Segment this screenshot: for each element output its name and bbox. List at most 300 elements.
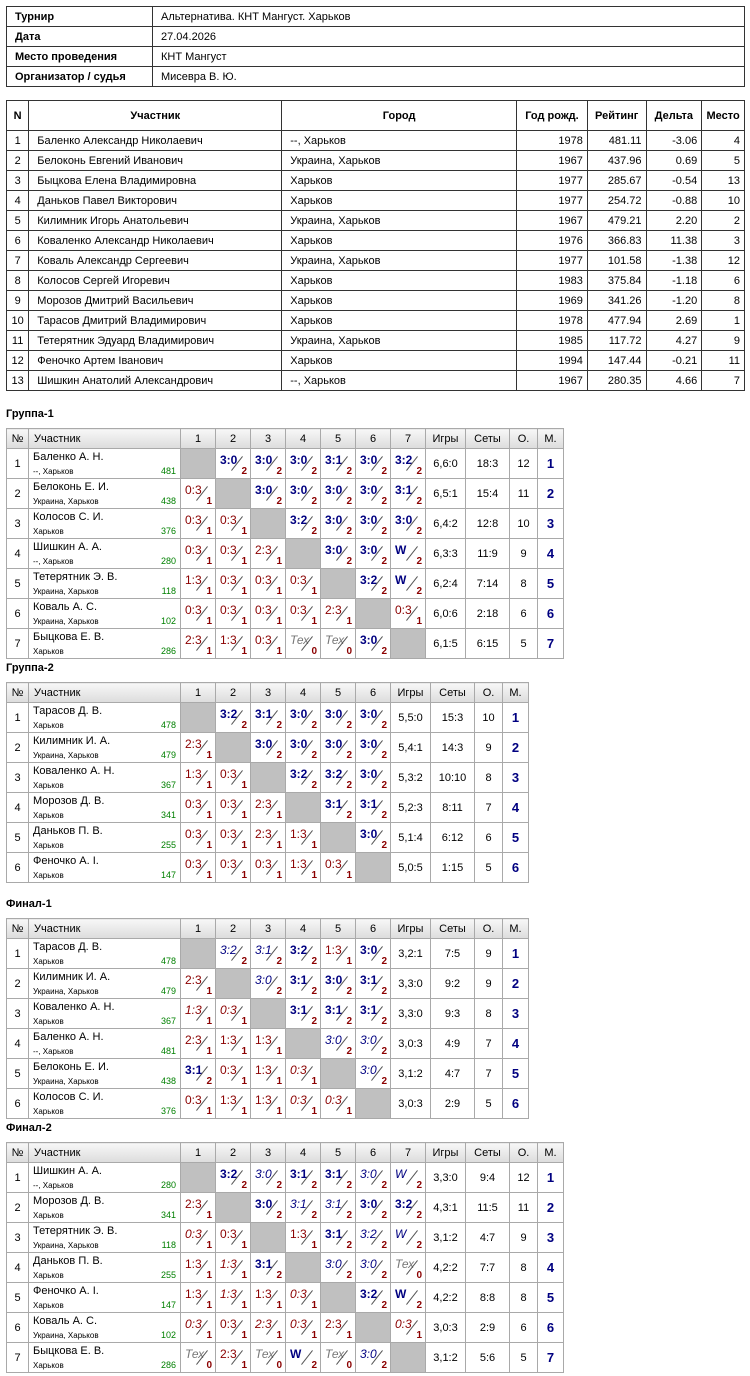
match-result-cell: [216, 1283, 251, 1313]
games-cell: 6,4:2: [426, 509, 466, 539]
match-score: 0:3: [185, 1093, 202, 1107]
games-cell: 6,6:0: [426, 449, 466, 479]
group-header-row: [7, 919, 529, 939]
match-points: 2: [311, 780, 317, 791]
match-result-cell: [321, 479, 356, 509]
match-result-cell: [391, 1253, 426, 1283]
player-cell: [29, 1343, 181, 1373]
match-result-cell: [356, 763, 391, 793]
player-rating: 438: [160, 496, 176, 506]
match-points: 1: [241, 586, 247, 597]
match-score: 3:1: [290, 1003, 308, 1017]
player-name: Феночко А. І.: [33, 855, 99, 867]
group-header-opponent: 1: [181, 919, 216, 939]
match-points: 2: [346, 496, 352, 507]
match-score: 2:3: [325, 603, 342, 617]
player-name: Феночко А. І.: [33, 1285, 99, 1297]
match-score: 0:3: [185, 603, 202, 617]
match-score: Тех: [325, 1347, 345, 1361]
match-score: 3:0: [360, 707, 378, 721]
match-score: 1:3: [220, 1257, 237, 1271]
match-points: 2: [241, 466, 247, 477]
match-score: 3:0: [325, 1257, 342, 1271]
points-cell: 9: [510, 539, 538, 569]
match-result-cell: [321, 999, 356, 1029]
match-score: 3:0: [360, 483, 378, 497]
match-points: 1: [346, 1330, 352, 1341]
match-result-cell: [251, 629, 286, 659]
games-cell: 5,2:3: [391, 793, 431, 823]
match-points: 2: [276, 1270, 282, 1281]
info-value: Мисевра В. Ю.: [153, 67, 745, 87]
group-row: [7, 969, 529, 999]
sets-cell: 4:7: [466, 1223, 510, 1253]
sets-cell: 9:3: [431, 999, 475, 1029]
match-points: 1: [276, 810, 282, 821]
group-title: Финал-1: [6, 898, 52, 910]
match-result-cell: [251, 1163, 286, 1193]
games-cell: 6,3:3: [426, 539, 466, 569]
sets-cell: 1:15: [431, 853, 475, 883]
points-cell: 9: [510, 1223, 538, 1253]
match-result-cell: [251, 539, 286, 569]
participant-cell: 2: [7, 151, 29, 171]
player-rating: 478: [160, 956, 176, 966]
match-score: 0:3: [290, 573, 307, 587]
points-cell: 9: [475, 969, 503, 999]
match-result-cell: [321, 599, 356, 629]
sets-cell: 7:14: [466, 569, 510, 599]
participant-cell: Коваленко Александр Николаевич: [29, 231, 282, 251]
match-score: 0:3: [395, 603, 412, 617]
match-result-cell: [181, 1059, 216, 1089]
match-score: 1:3: [290, 857, 307, 871]
match-points: 1: [276, 1076, 282, 1087]
group-title: Группа-1: [6, 408, 54, 420]
player-cell: [29, 1163, 181, 1193]
player-rating: 280: [160, 1180, 176, 1190]
player-cell: [29, 479, 181, 509]
match-result-cell: [216, 539, 251, 569]
match-score: 3:0: [255, 1167, 272, 1181]
match-points: 1: [416, 1330, 422, 1341]
row-number: 3: [7, 1223, 29, 1253]
match-result-cell: [356, 1059, 391, 1089]
match-result-cell: [216, 1089, 251, 1119]
self-cell: [216, 969, 251, 999]
match-result-cell: [356, 1029, 391, 1059]
match-result-cell: [391, 1313, 426, 1343]
match-points: 1: [206, 1300, 212, 1311]
group-header-opponent: 3: [251, 919, 286, 939]
match-points: 2: [346, 526, 352, 537]
player-city: Харьков: [33, 721, 64, 730]
match-result-cell: [286, 733, 321, 763]
match-result-cell: [321, 793, 356, 823]
player-cell: [29, 1313, 181, 1343]
match-result-cell: [216, 823, 251, 853]
match-result-cell: [286, 599, 321, 629]
participant-cell: 4: [702, 131, 745, 151]
player-cell: [29, 823, 181, 853]
info-key: Организатор / судья: [7, 67, 153, 87]
sets-cell: 7:5: [431, 939, 475, 969]
match-result-cell: [321, 939, 356, 969]
match-result-cell: [251, 1343, 286, 1373]
player-city: --, Харьков: [33, 1181, 74, 1190]
player-name: Тетерятник Э. В.: [33, 571, 118, 583]
player-cell: [29, 1089, 181, 1119]
row-number: 6: [7, 1313, 29, 1343]
player-city: Харьков: [33, 647, 64, 656]
match-points: 1: [206, 1210, 212, 1221]
match-score: 0:3: [325, 1093, 342, 1107]
games-cell: 5,0:5: [391, 853, 431, 883]
player-rating: 481: [160, 1046, 176, 1056]
match-result-cell: [356, 1343, 391, 1373]
match-result-cell: [216, 509, 251, 539]
match-result-cell: [181, 599, 216, 629]
match-score: 3:0: [255, 1197, 273, 1211]
sets-cell: 9:2: [431, 969, 475, 999]
group-header-place: М.: [503, 919, 529, 939]
row-number: 6: [7, 853, 29, 883]
match-score: 3:0: [360, 1347, 377, 1361]
participant-cell: 1994: [517, 351, 588, 371]
match-result-cell: [391, 1223, 426, 1253]
games-cell: 6,5:1: [426, 479, 466, 509]
sets-cell: 7:7: [466, 1253, 510, 1283]
match-result-cell: [286, 999, 321, 1029]
match-result-cell: [216, 1059, 251, 1089]
group-header-opponent: 5: [321, 919, 356, 939]
participant-cell: 2.20: [646, 211, 702, 231]
self-cell: [286, 539, 321, 569]
match-score: 0:3: [185, 513, 202, 527]
self-cell: [321, 823, 356, 853]
player-city: --, Харьков: [33, 557, 74, 566]
info-value: 27.04.2026: [153, 27, 745, 47]
match-score: 2:3: [255, 1317, 272, 1331]
player-city: Украина, Харьков: [33, 751, 99, 760]
group-header-points: О.: [475, 919, 503, 939]
match-score: 3:1: [325, 1227, 343, 1241]
match-result-cell: [251, 1253, 286, 1283]
match-score: 0:3: [185, 483, 202, 497]
match-points: 1: [276, 616, 282, 627]
match-result-cell: [286, 823, 321, 853]
games-cell: 3,0:3: [426, 1313, 466, 1343]
row-number: 2: [7, 1193, 29, 1223]
place-cell: 1: [503, 703, 529, 733]
participant-cell: Коваль Александр Сергеевич: [29, 251, 282, 271]
group-row: [7, 449, 564, 479]
match-result-cell: [251, 703, 286, 733]
match-score: 3:1: [325, 1003, 343, 1017]
match-result-cell: [356, 449, 391, 479]
match-score: 0:3: [290, 1287, 307, 1301]
games-cell: 3,1:2: [426, 1223, 466, 1253]
match-points: 2: [276, 466, 282, 477]
player-rating: 367: [160, 1016, 176, 1026]
match-score: 3:1: [255, 707, 273, 721]
player-name: Шишкин А. А.: [33, 1165, 102, 1177]
match-score: 3:0: [220, 453, 238, 467]
player-cell: [29, 969, 181, 999]
participant-row: [7, 351, 745, 371]
player-rating: 255: [160, 1270, 176, 1280]
self-cell: [321, 1059, 356, 1089]
match-score: 3:0: [360, 737, 378, 751]
self-cell: [286, 1253, 321, 1283]
match-score: 2:3: [185, 1197, 202, 1211]
match-points: 1: [346, 616, 352, 627]
group-row: [7, 569, 564, 599]
participant-cell: Харьков: [282, 191, 517, 211]
match-score: 1:3: [185, 1287, 202, 1301]
match-result-cell: [181, 539, 216, 569]
match-points: 2: [311, 956, 317, 967]
match-result-cell: [321, 539, 356, 569]
player-city: Украина, Харьков: [33, 497, 99, 506]
match-points: 1: [206, 780, 212, 791]
group-row: [7, 763, 529, 793]
info-row: [7, 27, 745, 47]
player-name: Морозов Д. В.: [33, 1195, 105, 1207]
match-score: 1:3: [185, 573, 202, 587]
participant-cell: 1: [7, 131, 29, 151]
match-score: 3:0: [255, 453, 273, 467]
player-cell: [29, 1059, 181, 1089]
player-rating: 367: [160, 780, 176, 790]
games-cell: 3,1:2: [426, 1343, 466, 1373]
match-points: 2: [381, 1046, 387, 1057]
participant-cell: Украина, Харьков: [282, 251, 517, 271]
match-points: 2: [381, 810, 387, 821]
match-points: 2: [276, 1180, 282, 1191]
row-number: 7: [7, 629, 29, 659]
participants-header-cell: Дельта: [646, 101, 702, 131]
match-points: 2: [311, 1016, 317, 1027]
match-points: 1: [206, 870, 212, 881]
match-points: 1: [206, 586, 212, 597]
match-score: 3:1: [290, 973, 308, 987]
player-rating: 286: [160, 1360, 176, 1370]
match-score: 0:3: [290, 1093, 307, 1107]
group-header-opponent: 5: [321, 683, 356, 703]
group-header-opponent: 6: [356, 683, 391, 703]
player-name: Шишкин А. А.: [33, 541, 102, 553]
match-result-cell: [356, 1283, 391, 1313]
player-rating: 147: [160, 870, 176, 880]
group-row: [7, 599, 564, 629]
match-points: 1: [311, 870, 317, 881]
match-score: Тех: [185, 1347, 205, 1361]
place-cell: 5: [538, 569, 564, 599]
player-cell: [29, 569, 181, 599]
participant-row: [7, 331, 745, 351]
participant-cell: 5: [7, 211, 29, 231]
match-score: 0:3: [325, 857, 342, 871]
place-cell: 3: [538, 1223, 564, 1253]
player-name: Килимник И. А.: [33, 971, 111, 983]
match-points: 0: [311, 646, 317, 657]
info-key: Дата: [7, 27, 153, 47]
match-points: 1: [241, 870, 247, 881]
match-points: 1: [346, 956, 352, 967]
match-result-cell: [251, 793, 286, 823]
match-score: 3:1: [360, 973, 378, 987]
match-result-cell: [286, 1059, 321, 1089]
match-score: 0:3: [185, 797, 202, 811]
match-score: 3:0: [360, 633, 378, 647]
place-cell: 2: [538, 479, 564, 509]
match-score: 3:0: [325, 483, 343, 497]
player-cell: [29, 539, 181, 569]
participant-cell: 375.84: [587, 271, 646, 291]
match-points: 1: [276, 1300, 282, 1311]
info-value: Альтернатива. КНТ Мангуст. Харьков: [153, 7, 745, 27]
participant-cell: 7: [702, 371, 745, 391]
match-score: 3:0: [290, 707, 308, 721]
participant-cell: 147.44: [587, 351, 646, 371]
group-header-opponent: 4: [286, 919, 321, 939]
match-result-cell: [251, 1193, 286, 1223]
match-result-cell: [391, 479, 426, 509]
match-score: 1:3: [325, 943, 342, 957]
group-header-no: №: [7, 919, 29, 939]
match-score: 3:0: [290, 737, 308, 751]
match-score: 3:1: [360, 797, 378, 811]
row-number: 1: [7, 703, 29, 733]
place-cell: 2: [503, 969, 529, 999]
match-points: 1: [241, 1016, 247, 1027]
match-result-cell: [181, 1343, 216, 1373]
group-header-opponent: 6: [356, 1143, 391, 1163]
match-score: 0:3: [185, 543, 202, 557]
match-points: 1: [206, 1330, 212, 1341]
sets-cell: 11:5: [466, 1193, 510, 1223]
match-result-cell: [391, 1193, 426, 1223]
match-result-cell: [181, 629, 216, 659]
group-row: [7, 703, 529, 733]
match-points: 1: [241, 1270, 247, 1281]
row-number: 3: [7, 509, 29, 539]
match-score: 1:3: [255, 1063, 272, 1077]
match-score: 1:3: [255, 1033, 272, 1047]
player-city: Харьков: [33, 1301, 64, 1310]
group-header-no: №: [7, 1143, 29, 1163]
match-result-cell: [321, 703, 356, 733]
row-number: 3: [7, 999, 29, 1029]
participant-cell: 285.67: [587, 171, 646, 191]
group-header-opponent: 4: [286, 683, 321, 703]
self-cell: [181, 1163, 216, 1193]
match-score: 0:3: [290, 1317, 307, 1331]
match-score: 3:0: [395, 513, 413, 527]
sets-cell: 6:15: [466, 629, 510, 659]
row-number: 5: [7, 823, 29, 853]
match-score: 3:2: [360, 1227, 377, 1241]
participant-row: [7, 231, 745, 251]
group-header-opponent: 3: [251, 683, 286, 703]
match-result-cell: [286, 1283, 321, 1313]
player-name: Тарасов Д. В.: [33, 705, 103, 717]
match-result-cell: [356, 1253, 391, 1283]
match-points: 2: [346, 1270, 352, 1281]
match-points: 2: [381, 956, 387, 967]
participant-cell: 1983: [517, 271, 588, 291]
participant-cell: 12: [702, 251, 745, 271]
group-row: [7, 1029, 529, 1059]
row-number: 7: [7, 1343, 29, 1373]
match-result-cell: [391, 449, 426, 479]
participant-cell: 101.58: [587, 251, 646, 271]
participant-cell: Харьков: [282, 291, 517, 311]
player-name: Морозов Д. В.: [33, 795, 105, 807]
match-score: W: [395, 1287, 407, 1301]
place-cell: 7: [538, 1343, 564, 1373]
group-header-opponent: 1: [181, 429, 216, 449]
match-score: 0:3: [220, 767, 237, 781]
participant-cell: 8: [702, 291, 745, 311]
match-points: 2: [311, 496, 317, 507]
match-result-cell: [286, 569, 321, 599]
participant-cell: 341.26: [587, 291, 646, 311]
match-result-cell: [286, 763, 321, 793]
self-cell: [251, 1223, 286, 1253]
match-result-cell: [356, 823, 391, 853]
points-cell: 9: [475, 939, 503, 969]
match-score: 1:3: [185, 1003, 202, 1017]
points-cell: 6: [510, 599, 538, 629]
match-result-cell: [321, 629, 356, 659]
match-points: 1: [276, 586, 282, 597]
row-number: 4: [7, 793, 29, 823]
match-score: 1:3: [185, 1257, 202, 1271]
group-header-points: О.: [510, 1143, 538, 1163]
match-result-cell: [286, 629, 321, 659]
match-points: 2: [381, 1016, 387, 1027]
self-cell: [181, 703, 216, 733]
place-cell: 4: [503, 793, 529, 823]
match-points: 2: [381, 1360, 387, 1371]
match-result-cell: [321, 1343, 356, 1373]
match-score: 2:3: [255, 827, 272, 841]
match-result-cell: [251, 1283, 286, 1313]
group-row: [7, 539, 564, 569]
match-result-cell: [356, 703, 391, 733]
match-score: 0:3: [220, 857, 237, 871]
points-cell: 5: [510, 1343, 538, 1373]
match-result-cell: [356, 939, 391, 969]
player-city: Украина, Харьков: [33, 1241, 99, 1250]
row-number: 6: [7, 599, 29, 629]
group-header-no: №: [7, 683, 29, 703]
place-cell: 6: [538, 599, 564, 629]
player-cell: [29, 999, 181, 1029]
group-row: [7, 1253, 564, 1283]
match-score: 0:3: [185, 1317, 202, 1331]
participant-cell: 13: [702, 171, 745, 191]
participants-header-cell: Участник: [29, 101, 282, 131]
match-score: 3:0: [360, 1197, 378, 1211]
match-points: 2: [311, 1210, 317, 1221]
match-points: 2: [381, 586, 387, 597]
player-city: Харьков: [33, 527, 64, 536]
group-header-opponent: 7: [391, 429, 426, 449]
match-points: 2: [276, 1210, 282, 1221]
